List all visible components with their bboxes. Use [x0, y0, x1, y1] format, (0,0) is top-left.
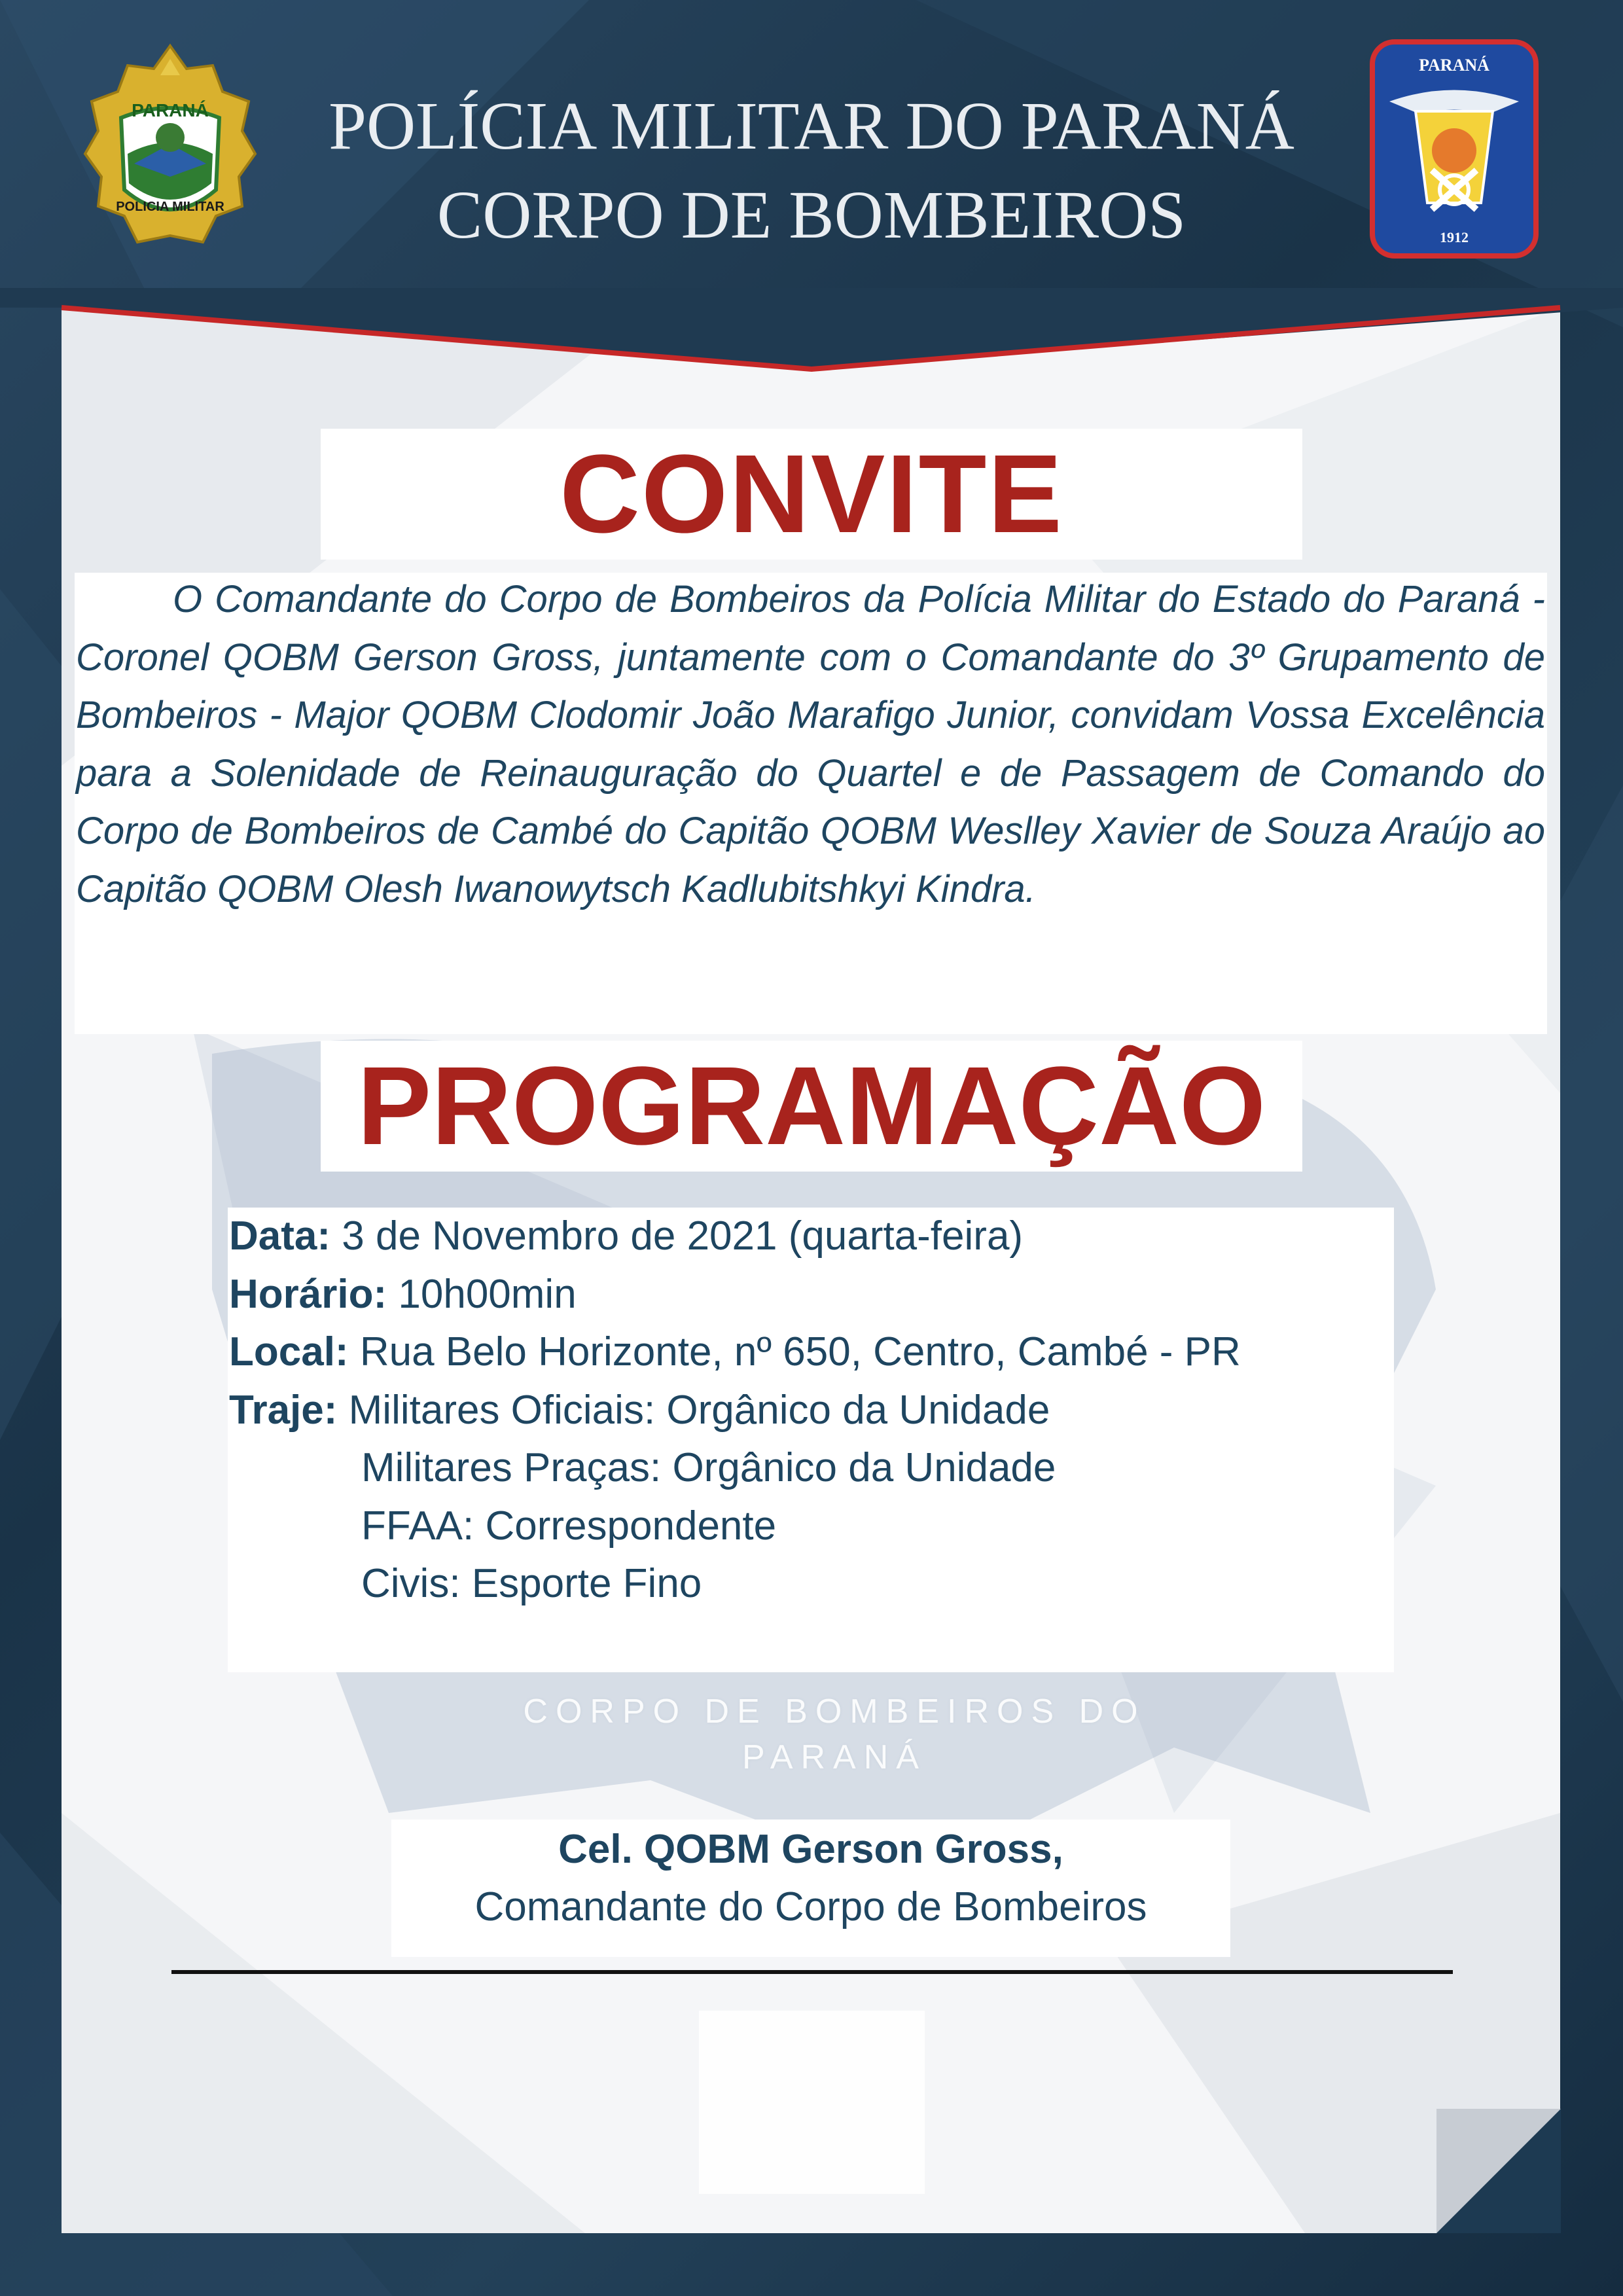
invitation-title: CONVITE: [560, 432, 1063, 556]
cb-badge-text-top: PARANÁ: [1419, 56, 1489, 75]
pm-badge-text-top: PARANÁ: [132, 100, 209, 120]
date-value: 3 de Novembro de 2021 (quarta-feira): [342, 1213, 1024, 1259]
signatory-name: Cel. QOBM Gerson Gross,: [558, 1827, 1063, 1872]
header-title: [301, 82, 1322, 260]
dress-row: [229, 1439, 1394, 1498]
signature-block: [391, 1821, 1230, 1936]
dress-label: Traje:: [229, 1387, 338, 1433]
dress-item: Militares Praças: Orgânico da Unidade: [361, 1445, 1056, 1490]
signatory-role: Comandante do Corpo de Bombeiros: [474, 1884, 1147, 1929]
corpo-de-bombeiros-badge-icon: [1370, 39, 1539, 259]
program-title: PROGRAMAÇÃO: [357, 1044, 1266, 1168]
page-fold: [1436, 2109, 1561, 2233]
header-line-1: POLÍCIA MILITAR DO PARANÁ: [329, 88, 1294, 164]
cb-badge-text-bottom: 1912: [1440, 229, 1469, 245]
footer-blank-box: [699, 2011, 925, 2194]
header-ribbon: [0, 288, 1623, 386]
dress-item: Civis: Esporte Fino: [361, 1561, 702, 1606]
intro-text: O Comandante do Corpo de Bombeiros da Polícia Militar do Estado do Paraná - Coronel QOBM Gerson Gross, juntamente com o Comandante do 3º Grupamento de Bombeiros - Major QOBM Clodomir João Marafigo Junior, convidam Vossa Excelência para a Solenidade de Reinauguração do Quartel e de Passagem de Comando do Corpo de Bombeiros de Cambé do Capitão QOBM Weslley Xavier de Souza Araújo ao Capitão QOBM Olesh Iwanowytsch Kadlubitshkyi Kindra.: [76, 578, 1545, 910]
dress-item: Militares Oficiais: Orgânico da Unidade: [348, 1387, 1050, 1433]
date-row: [229, 1208, 1394, 1266]
place-row: [229, 1323, 1394, 1382]
place-value: Rua Belo Horizonte, nº 650, Centro, Cambé - PR: [359, 1329, 1241, 1374]
time-row: [229, 1266, 1394, 1324]
dress-item: FFAA: Correspondente: [361, 1503, 777, 1549]
intro-paragraph: [76, 571, 1545, 918]
time-value: 10h00min: [398, 1271, 577, 1317]
header-line-2: CORPO DE BOMBEIROS: [437, 177, 1186, 253]
watermark-text: CORPO DE BOMBEIROS DO PARANÁ: [523, 1693, 1146, 1776]
time-label: Horário:: [229, 1271, 387, 1317]
dress-row: [229, 1498, 1394, 1556]
program-details: [229, 1208, 1394, 1613]
date-label: Data:: [229, 1213, 331, 1259]
dress-row: [229, 1382, 1394, 1440]
dress-row: [229, 1555, 1394, 1613]
place-label: Local:: [229, 1329, 349, 1374]
pm-badge-text-bottom: POLICIA MILITAR: [116, 200, 224, 214]
signature-line: [171, 1970, 1453, 1974]
policia-militar-parana-badge-icon: [82, 39, 259, 262]
